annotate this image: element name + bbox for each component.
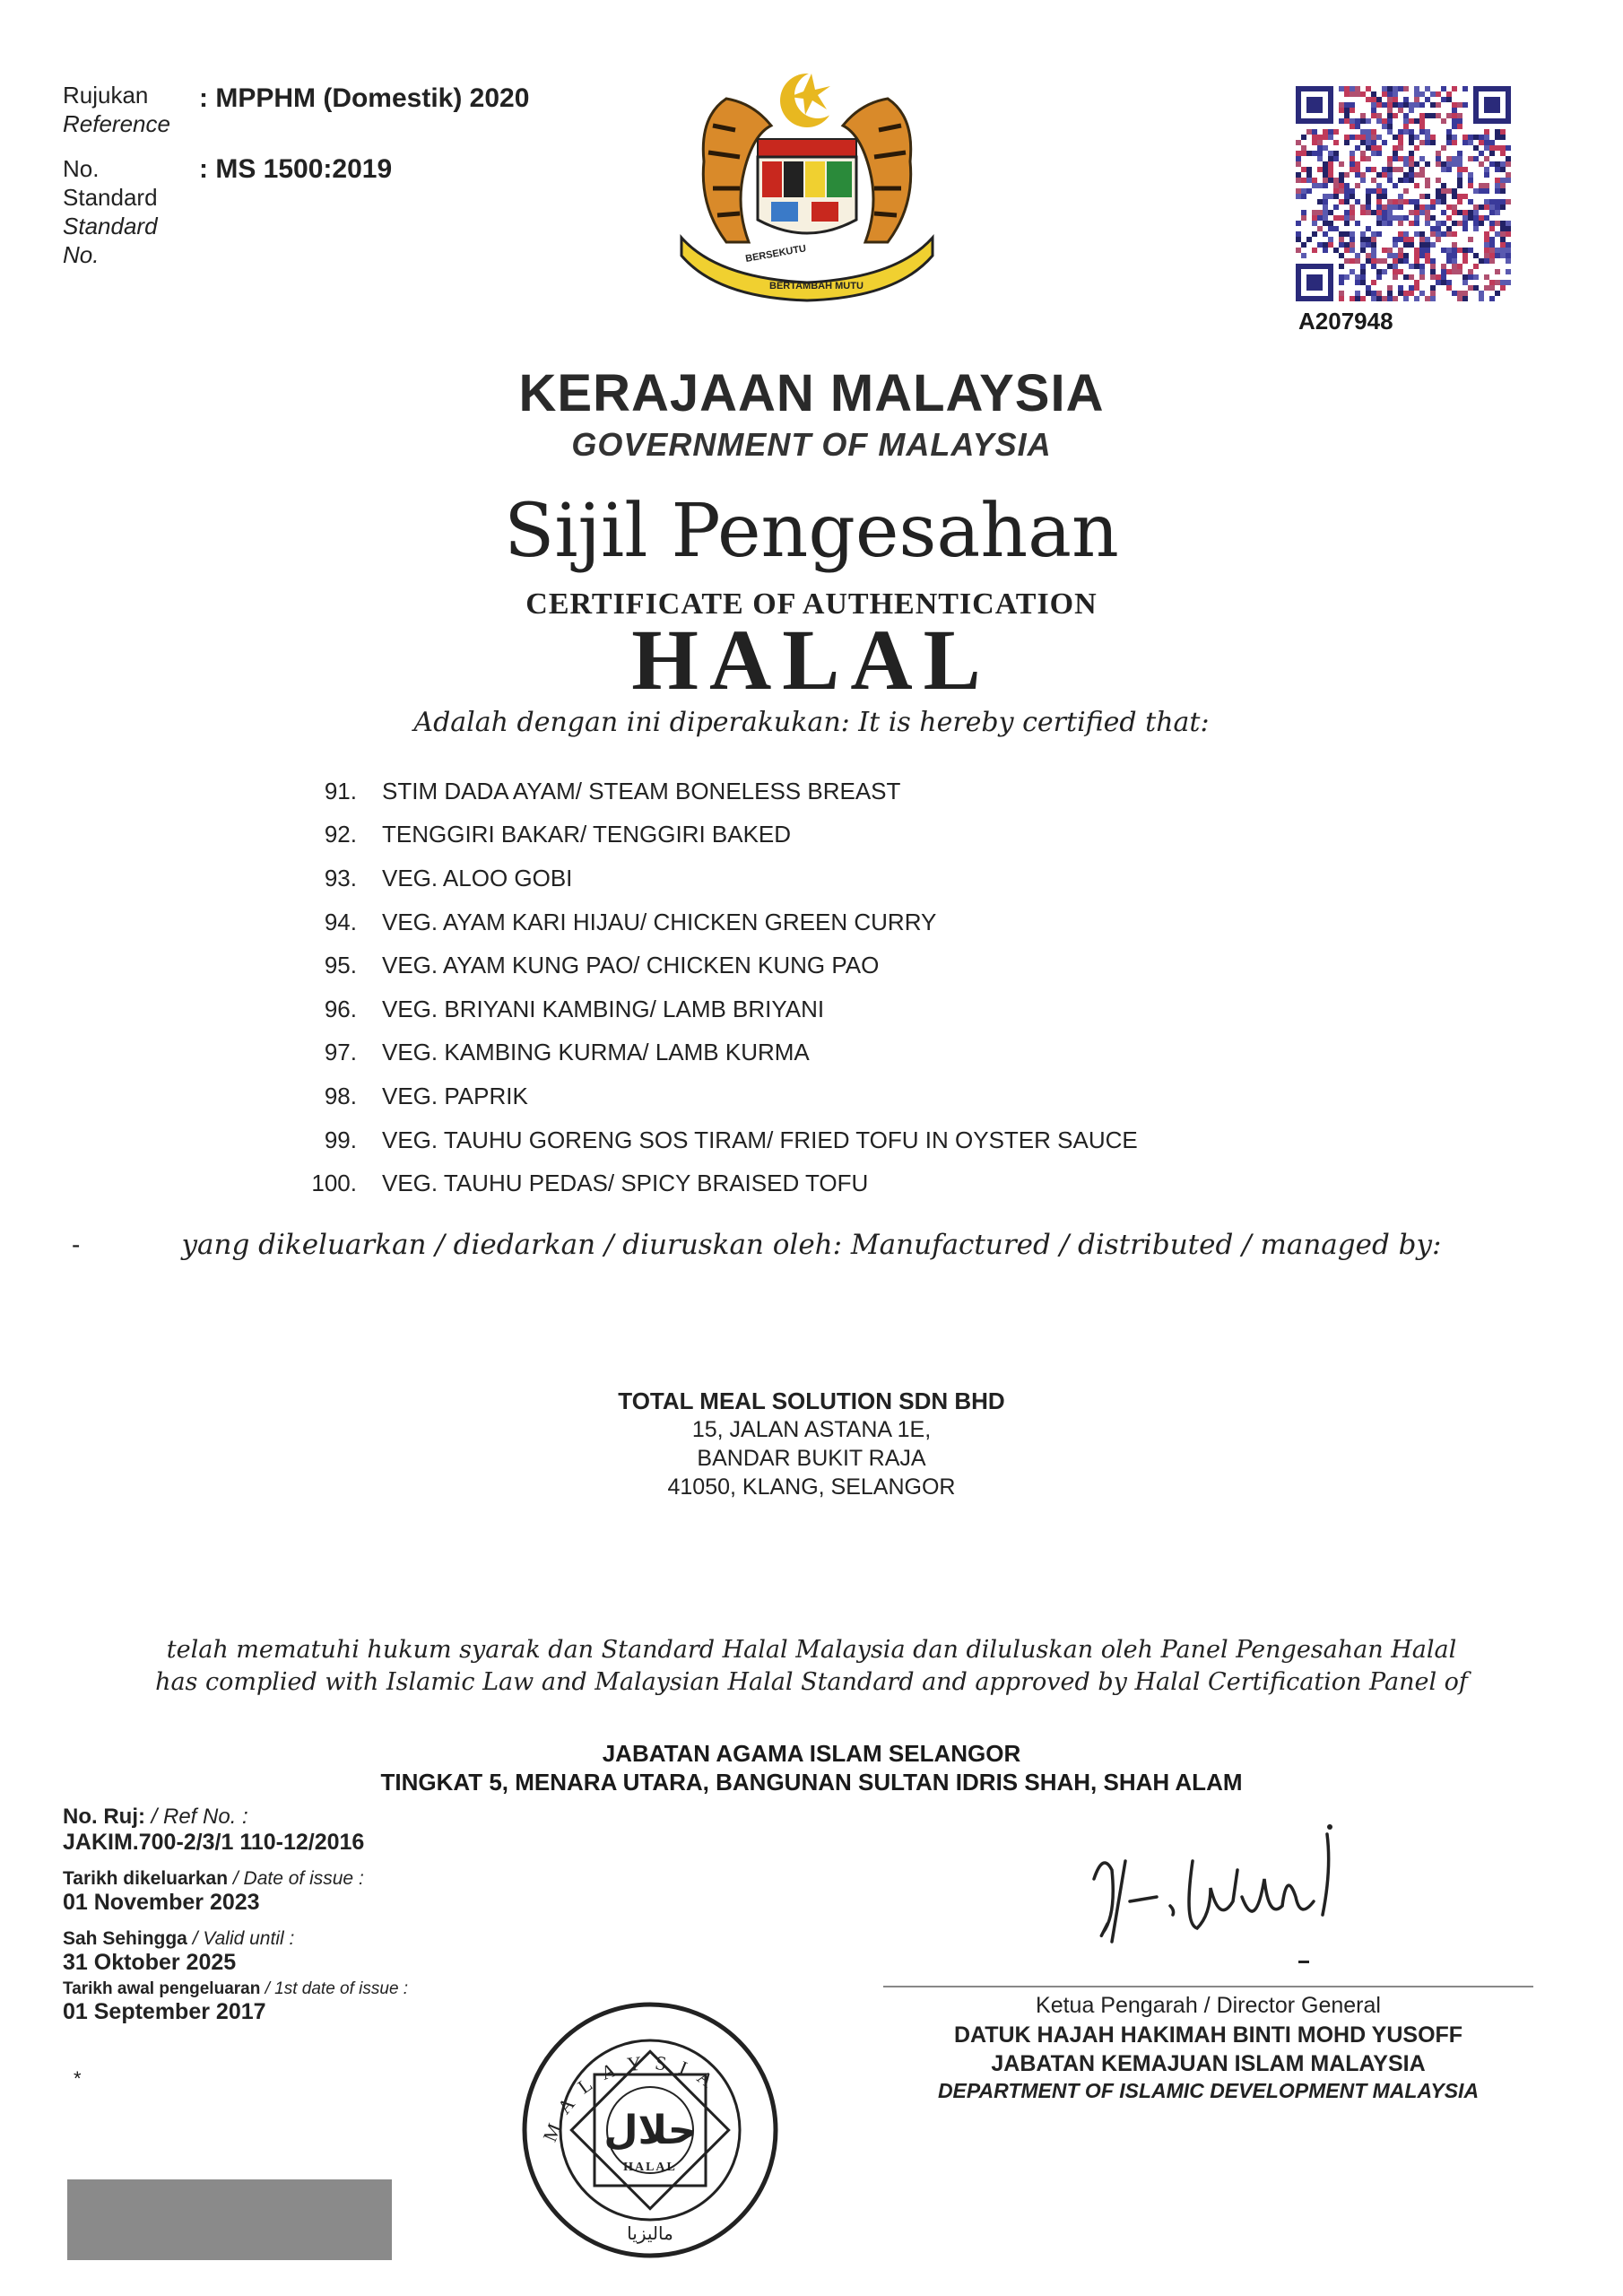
issue-label-ms: Tarikh dikeluarkan [63, 1868, 229, 1889]
list-item [296, 1118, 1282, 1162]
standard-label [63, 154, 179, 269]
title-sijil: Sijil Pengesahan [504, 489, 1119, 574]
list-item [296, 987, 1282, 1031]
serial-number: A207948 [1298, 308, 1393, 335]
signature-line [883, 1986, 1533, 1987]
reference-label [63, 81, 170, 138]
reference-label-en: Reference [63, 110, 170, 137]
halal-arabic: حلال [603, 2108, 697, 2153]
item-name: STIM DADA AYAM/ STEAM BONELESS BREAST [382, 777, 901, 804]
signatory-title: Ketua Pengarah / Director General [1036, 1993, 1381, 2018]
first-issue-value: 01 September 2017 [63, 1999, 266, 2024]
redacted-block [67, 2179, 392, 2260]
ref-label-en: / Ref No. : [151, 1805, 248, 1829]
item-number: 99. [324, 1126, 357, 1153]
coat-of-arms-emblem [664, 63, 950, 305]
item-name: VEG. BRIYANI KAMBING/ LAMB BRIYANI [382, 995, 825, 1022]
company-address-line2: BANDAR BUKIT RAJA [697, 1446, 926, 1471]
signature-mark [1298, 1961, 1309, 1963]
authority-name: JABATAN AGAMA ISLAM SELANGOR [602, 1740, 1021, 1767]
title-kerajaan: KERAJAAN MALAYSIA [518, 364, 1105, 422]
item-name: VEG. PAPRIK [382, 1082, 528, 1109]
item-number: 100. [311, 1170, 357, 1197]
halal-label: HALAL [623, 2161, 677, 2174]
halal-ring-text: MALAYSIA [538, 2050, 728, 2145]
emblem-motto-left: BERSEKUTU [744, 243, 807, 265]
list-item [296, 900, 1282, 944]
title-certificate: CERTIFICATE OF AUTHENTICATION [525, 587, 1098, 621]
signatory-department-en: DEPARTMENT OF ISLAMIC DEVELOPMENT MALAYSIA [937, 2079, 1480, 2102]
compliance-line2: has complied with Islamic Law and Malaysian Halal Standard and approved by Halal Certification Panel of [155, 1668, 1468, 1696]
emblem-motto-bottom: BERTAMBAH MUTU [769, 281, 864, 291]
item-number: 94. [324, 908, 357, 935]
first-issue-label-ms: Tarikh awal pengeluaran [63, 1979, 261, 1998]
list-item [296, 857, 1282, 900]
standard-label-en: Standard No. [63, 213, 158, 268]
halal-arabic-bottom: ماليزيا [627, 2222, 673, 2244]
list-item [296, 770, 1282, 813]
list-item [296, 1161, 1282, 1205]
first-issue-label-en: / 1st date of issue : [265, 1979, 409, 1998]
reference-label-ms: Rujukan [63, 82, 149, 109]
item-name: VEG. AYAM KUNG PAO/ CHICKEN KUNG PAO [382, 952, 880, 979]
item-name: VEG. AYAM KARI HIJAU/ CHICKEN GREEN CURRY [382, 908, 937, 935]
item-number: 98. [324, 1082, 357, 1109]
valid-label-en: / Valid until : [192, 1928, 295, 1949]
item-number: 95. [324, 952, 357, 979]
item-name: VEG. TAUHU PEDAS/ SPICY BRAISED TOFU [382, 1170, 869, 1197]
item-name: VEG. KAMBING KURMA/ LAMB KURMA [382, 1039, 810, 1066]
halal-logo [516, 1996, 785, 2265]
reference-value: : MPPHM (Domestik) 2020 [199, 83, 530, 113]
signature [1076, 1816, 1363, 1960]
list-item [296, 1031, 1282, 1075]
list-item [296, 813, 1282, 857]
margin-dash: - [72, 1231, 81, 1258]
signatory-department-ms: JABATAN KEMAJUAN ISLAM MALAYSIA [991, 2051, 1426, 2076]
reference-details [63, 1805, 408, 2025]
item-name: VEG. ALOO GOBI [382, 864, 573, 891]
item-number: 97. [324, 1039, 357, 1066]
ref-value: JAKIM.700-2/3/1 110-12/2016 [63, 1830, 365, 1855]
valid-label-ms: Sah Sehingga [63, 1928, 187, 1949]
qr-code [1296, 86, 1511, 301]
item-number: 96. [324, 995, 357, 1022]
asterisk-mark: * [74, 2067, 82, 2090]
manufactured-text: yang dikeluarkan / diedarkan / diuruskan oleh: Manufactured / distributed / managed by: [181, 1229, 1442, 1261]
standard-value: : MS 1500:2019 [199, 154, 393, 184]
company-address-line3: 41050, KLANG, SELANGOR [667, 1474, 956, 1500]
signatory-name: DATUK HAJAH HAKIMAH BINTI MOHD YUSOFF [953, 2022, 1463, 2048]
standard-label-ms: No. Standard [63, 155, 158, 211]
issue-value: 01 November 2023 [63, 1890, 260, 1915]
item-name: VEG. TAUHU GORENG SOS TIRAM/ FRIED TOFU IN OYSTER SAUCE [382, 1126, 1138, 1153]
company-address-line1: 15, JALAN ASTANA 1E, [691, 1417, 932, 1442]
company-address [0, 1387, 1623, 1501]
issue-label-en: / Date of issue : [232, 1868, 364, 1889]
authority-address: TINGKAT 5, MENARA UTARA, BANGUNAN SULTAN IDRIS SHAH, SHAH ALAM [380, 1769, 1243, 1796]
title-halal: HALAL [631, 612, 992, 708]
compliance-line1: telah mematuhi hukum syarak dan Standard Halal Malaysia dan diluluskan oleh Panel Pengesahan Halal [166, 1636, 1457, 1664]
product-list [296, 770, 1282, 1205]
list-item [296, 1074, 1282, 1118]
item-number: 91. [324, 777, 357, 804]
title-government: GOVERNMENT OF MALAYSIA [571, 426, 1052, 463]
item-number: 93. [324, 864, 357, 891]
company-name: TOTAL MEAL SOLUTION SDN BHD [618, 1387, 1005, 1414]
certify-text: Adalah dengan ini diperakukan: It is hereby certified that: [413, 707, 1210, 738]
ref-label-ms: No. Ruj: [63, 1805, 145, 1829]
item-name: TENGGIRI BAKAR/ TENGGIRI BAKED [382, 821, 792, 848]
list-item [296, 944, 1282, 987]
valid-value: 31 Oktober 2025 [63, 1950, 237, 1975]
item-number: 92. [324, 821, 357, 848]
